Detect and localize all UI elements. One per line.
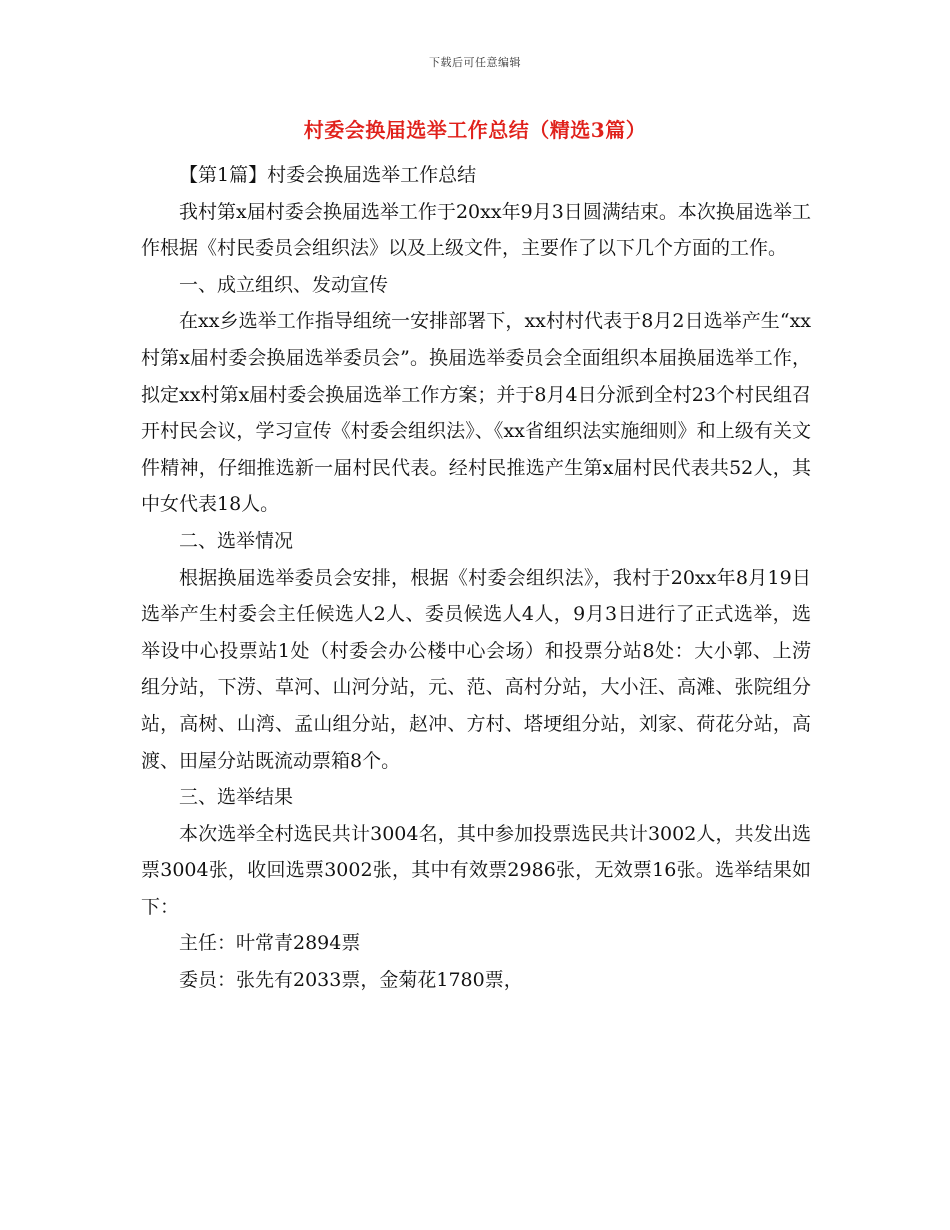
heading-organization: 一、成立组织、发动宣传	[179, 273, 389, 296]
document-body	[141, 157, 811, 999]
heading-election-process: 二、选举情况	[179, 529, 294, 552]
document-title: 村委会换届选举工作总结（精选3篇）	[303, 118, 647, 142]
election-process-paragraph: 根据换届选举委员会安排，根据《村委会组织法》，我村于20xx年8月19日选举产生村委会主任候选人2人、委员候选人4人，9月3日进行了正式选举，选举设中心投票站1处（村委会办公楼中心会场）和投票分站8处：大小郭、上涝组分站，下涝、草河、山河分站，元、范、高村分站，大小汪、高滩、张院组分站，高树、山湾、孟山组分站，赵冲、方村、塔埂组分站，刘家、荷花分站，高渡、田屋分站既流动票箱8个。	[141, 566, 811, 772]
organization-paragraph: 在xx乡选举工作指导组统一安排部署下，xx村村代表于8月2日选举产生“xx村第x届村委会换届选举委员会”。换届选举委员会全面组织本届换届选举工作，拟定xx村第x届村委会换届选举工作方案；并于8月4日分派到全村23个村民组召开村民会议，学习宣传《村委会组织法》、《xx省组织法实施细则》和上级有关文件精神，仔细推选新一届村民代表。经村民推选产生第x届村民代表共52人，其中女代表18人。	[141, 310, 811, 516]
director-result: 主任：叶常青2894票	[179, 932, 361, 955]
member-results: 委员：张先有2033票，金菊花1780票，	[179, 969, 523, 992]
section-heading-part1: 【第1篇】村委会换届选举工作总结	[179, 164, 477, 186]
header-note: 下载后可任意编辑	[429, 56, 521, 69]
election-results-paragraph: 本次选举全村选民共计3004名，其中参加投票选民共计3002人，共发出选票3004张，收回选票3002张，其中有效票2986张，无效票16张。选举结果如下：	[141, 822, 811, 918]
intro-paragraph: 我村第x届村委会换届选举工作于20xx年9月3日圆满结束。本次换届选举工作根据《村民委员会组织法》以及上级文件，主要作了以下几个方面的工作。	[141, 200, 811, 260]
heading-election-results: 三、选举结果	[179, 786, 294, 809]
